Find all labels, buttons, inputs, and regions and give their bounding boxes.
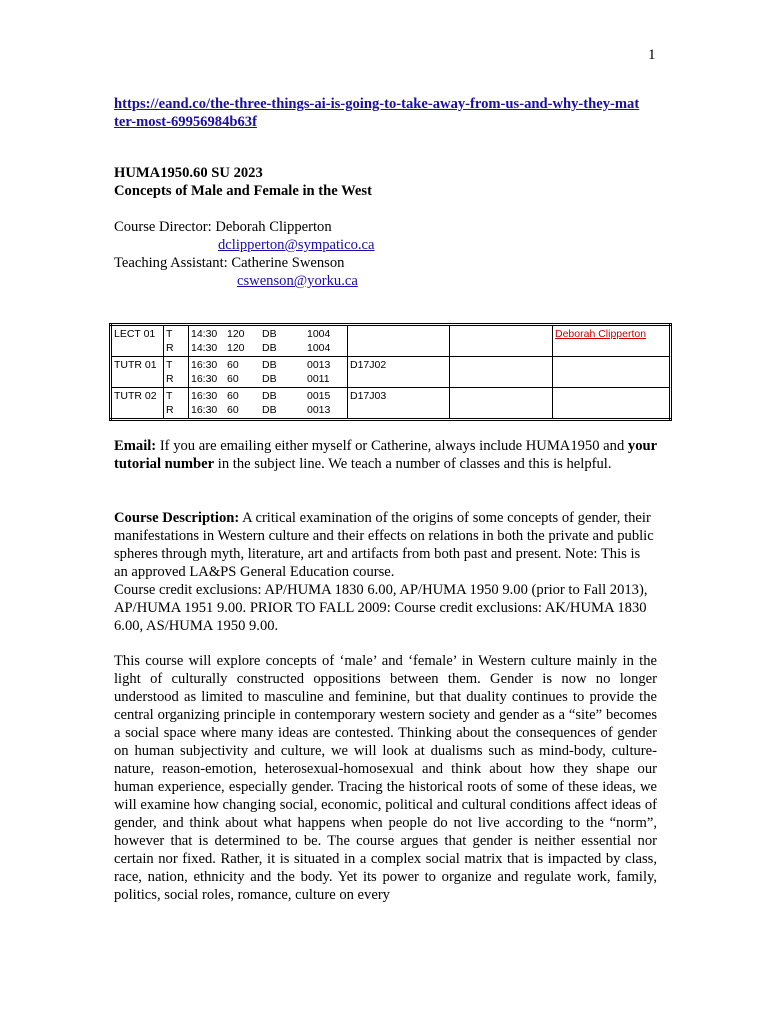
ta-email[interactable]: cswenson@yorku.ca <box>237 273 358 289</box>
email-text-2: in the subject line. We teach a number of classes and this is helpful. <box>214 456 612 472</box>
schedule-cell-empty <box>450 388 553 420</box>
schedule-cell-days <box>164 357 189 388</box>
schedule-cell-times <box>189 357 226 388</box>
schedule-cell-buildings <box>260 357 305 388</box>
schedule-row <box>111 388 671 420</box>
schedule-rooms-value: 0013 <box>307 359 331 371</box>
schedule-cell-code <box>348 325 450 357</box>
schedule-instructor-value[interactable]: Deborah Clipperton <box>555 328 647 340</box>
schedule-days-value: R <box>166 342 174 354</box>
schedule-days-value: T <box>166 328 173 340</box>
course-code: HUMA1950.60 SU 2023 <box>114 165 263 181</box>
schedule-cell-durations <box>225 325 260 357</box>
article-link[interactable]: https://eand.co/the-three-things-ai-is-going-to-take-away-from-us-and-why-they-matter-most-69956984b63f <box>114 96 640 130</box>
schedule-buildings-value: DB <box>262 390 277 402</box>
tutorial-number-emphasis: your tutorial number <box>114 438 657 472</box>
schedule-days-value: T <box>166 359 173 371</box>
schedule-cell-times <box>189 325 226 357</box>
course-description <box>114 509 657 635</box>
schedule-row <box>111 325 671 357</box>
schedule-durations-value: 120 <box>227 342 245 354</box>
schedule-days-value: R <box>166 373 174 385</box>
schedule-cell-rooms <box>305 388 348 420</box>
teaching-assistant-line: Teaching Assistant: Catherine Swenson <box>114 255 345 271</box>
schedule-rooms-value: 0013 <box>307 404 331 416</box>
schedule-section-value: TUTR 01 <box>114 359 157 371</box>
schedule-rooms-value: 0011 <box>307 373 330 385</box>
ta-email-link[interactable] <box>237 273 358 290</box>
schedule-times-value: 16:30 <box>191 390 218 402</box>
schedule-cell-empty <box>450 357 553 388</box>
schedule-durations-value: 60 <box>227 390 239 402</box>
schedule-cell-instructor <box>553 388 671 420</box>
page-number: 1 <box>648 47 656 63</box>
schedule-buildings-value: DB <box>262 342 277 354</box>
schedule-code-value: D17J03 <box>350 390 387 402</box>
schedule-cell-buildings <box>260 388 305 420</box>
schedule-section-value: LECT 01 <box>114 328 156 340</box>
course-credit-exclusions: Course credit exclusions: AP/HUMA 1830 6.00, AP/HUMA 1950 9.00 (prior to Fall 2013), AP/HUMA 1951 9.00. PRIOR TO FALL 2009: Course credit exclusions: AK/HUMA 1830 6.00, AS/HUMA 1950 9.00. <box>114 582 648 634</box>
schedule-times-value: 14:30 <box>191 328 218 340</box>
schedule-rooms-value: 1004 <box>307 328 331 340</box>
email-instructions <box>114 437 657 473</box>
schedule-cell-days <box>164 388 189 420</box>
schedule-cell-code <box>348 388 450 420</box>
schedule-cell-section <box>111 388 164 420</box>
schedule-cell-instructor <box>553 325 671 357</box>
schedule-cell-durations <box>225 388 260 420</box>
course-title: Concepts of Male and Female in the West <box>114 183 372 199</box>
schedule-cell-days <box>164 325 189 357</box>
director-email[interactable]: dclipperton@sympatico.ca <box>218 237 375 253</box>
schedule-days-value: R <box>166 404 174 416</box>
schedule-buildings-value: DB <box>262 404 277 416</box>
schedule-durations-value: 60 <box>227 359 239 371</box>
schedule-row <box>111 357 671 388</box>
schedule-durations-value: 60 <box>227 373 239 385</box>
schedule-cell-rooms <box>305 357 348 388</box>
schedule-table <box>109 323 672 421</box>
schedule-cell-code <box>348 357 450 388</box>
schedule-buildings-value: DB <box>262 328 277 340</box>
schedule-times-value: 16:30 <box>191 404 218 416</box>
schedule-times-value: 16:30 <box>191 373 218 385</box>
schedule-cell-rooms <box>305 325 348 357</box>
schedule-buildings-value: DB <box>262 359 277 371</box>
schedule-cell-buildings <box>260 325 305 357</box>
schedule-cell-instructor <box>553 357 671 388</box>
course-director-line: Course Director: Deborah Clipperton <box>114 219 332 235</box>
schedule-cell-empty <box>450 325 553 357</box>
schedule-days-value: T <box>166 390 173 402</box>
director-email-link[interactable] <box>218 237 375 254</box>
schedule-buildings-value: DB <box>262 373 277 385</box>
schedule-rooms-value: 0015 <box>307 390 331 402</box>
schedule-durations-value: 120 <box>227 328 245 340</box>
course-overview-paragraph: This course will explore concepts of ‘male’ and ‘female’ in Western culture mainly in the light of culturally constructed oppositions between them. Gender is now no longer understood as limited to masculine and feminine, but that duality continues to provide the central organizing principle in contemporary western society and gender as a “site” becomes a social space where many ideas are contested. Thinking about the consequences of gender on human subjectivity and culture, we will look at dualisms such as mind-body, culture-nature, reason-emotion, heterosexual-homosexual and think about how they shape our human experience, especially gender. Tracing the historical roots of some of these ideas, we will examine how changing social, economic, political and cultural conditions affect ideas of gender, and think about what happens when people do not live according to the “norm”, however that is determined to be. The course argues that gender is neither essential nor certain nor fixed. Rather, it is situated in a complex social matrix that is impacted by class, race, nation, ethnicity and the body. Yet its power to organize and regulate work, family, politics, social roles, romance, culture on every <box>114 653 657 903</box>
schedule-times-value: 16:30 <box>191 359 218 371</box>
schedule-cell-durations <box>225 357 260 388</box>
email-text-1: If you are emailing either myself or Catherine, always include HUMA1950 and <box>156 438 628 454</box>
schedule-rooms-value: 1004 <box>307 342 331 354</box>
schedule-cell-section <box>111 325 164 357</box>
course-description-label: Course Description: <box>114 510 240 526</box>
schedule-code-value: D17J02 <box>350 359 387 371</box>
email-label: Email: <box>114 438 157 454</box>
schedule-durations-value: 60 <box>227 404 239 416</box>
schedule-times-value: 14:30 <box>191 342 218 354</box>
schedule-cell-section <box>111 357 164 388</box>
schedule-cell-times <box>189 388 226 420</box>
schedule-section-value: TUTR 02 <box>114 390 157 402</box>
course-description-text: A critical examination of the origins of some concepts of gender, their manifestations in Western culture and their effects on relations in both the private and public spheres through myth, literature, art and artifacts from both past and present. Note: This is an approved LA&PS General Education course. <box>114 510 654 580</box>
